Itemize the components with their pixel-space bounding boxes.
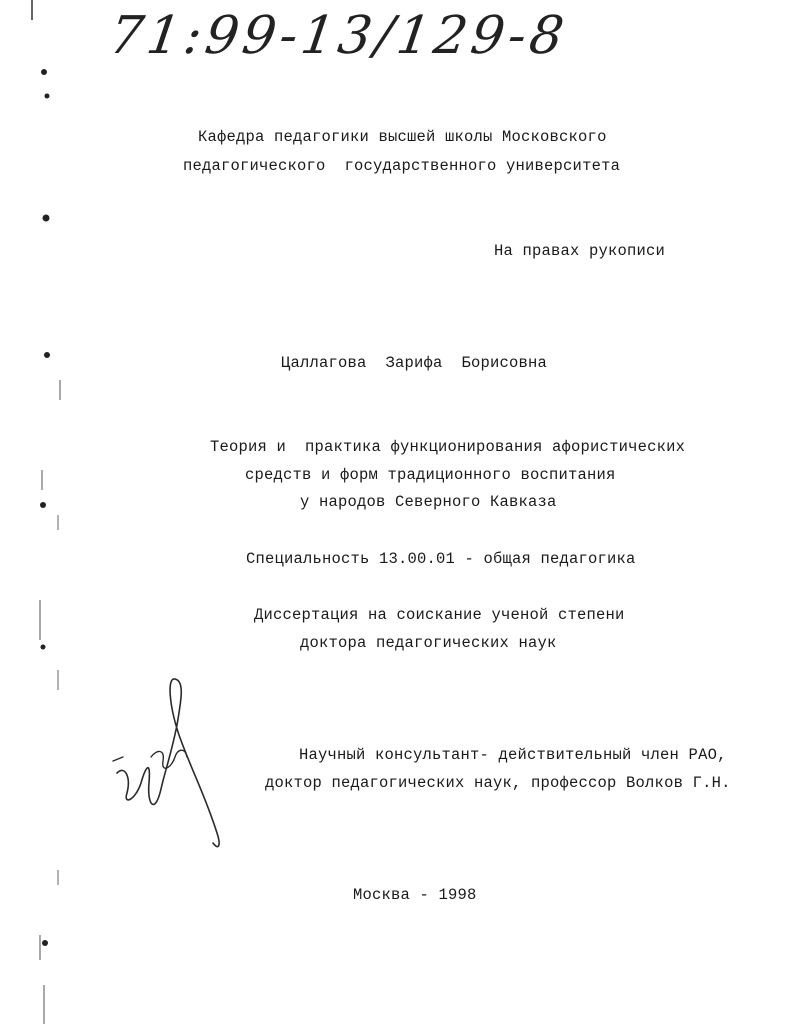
- specialty: Специальность 13.00.01 - общая педагогика: [246, 550, 636, 568]
- dissertation-line-1: Диссертация на соискание ученой степени: [254, 606, 625, 624]
- title-line-3: у народов Северного Кавказа: [300, 493, 557, 511]
- city-year: Москва - 1998: [353, 886, 477, 904]
- signature: [105, 665, 235, 855]
- binding-marks: [0, 0, 70, 1024]
- consultant-line-2: доктор педагогических наук, профессор Волков Г.Н.: [265, 774, 731, 792]
- department-line-2: педагогического государственного университета: [183, 157, 621, 175]
- title-line-1: Теория и практика функционирования афористических: [210, 438, 686, 456]
- title-line-2: средств и форм традиционного воспитания: [245, 466, 616, 484]
- rights-note: На правах рукописи: [494, 242, 666, 260]
- author-name: Цаллагова Зарифа Борисовна: [281, 354, 548, 372]
- dissertation-line-2: доктора педагогических наук: [300, 634, 557, 652]
- archive-number-handwritten: 71:99-13/129-8: [105, 6, 572, 66]
- department-line-1: Кафедра педагогики высшей школы Московского: [198, 128, 607, 146]
- consultant-line-1: Научный консультант- действительный член РАО,: [299, 746, 727, 764]
